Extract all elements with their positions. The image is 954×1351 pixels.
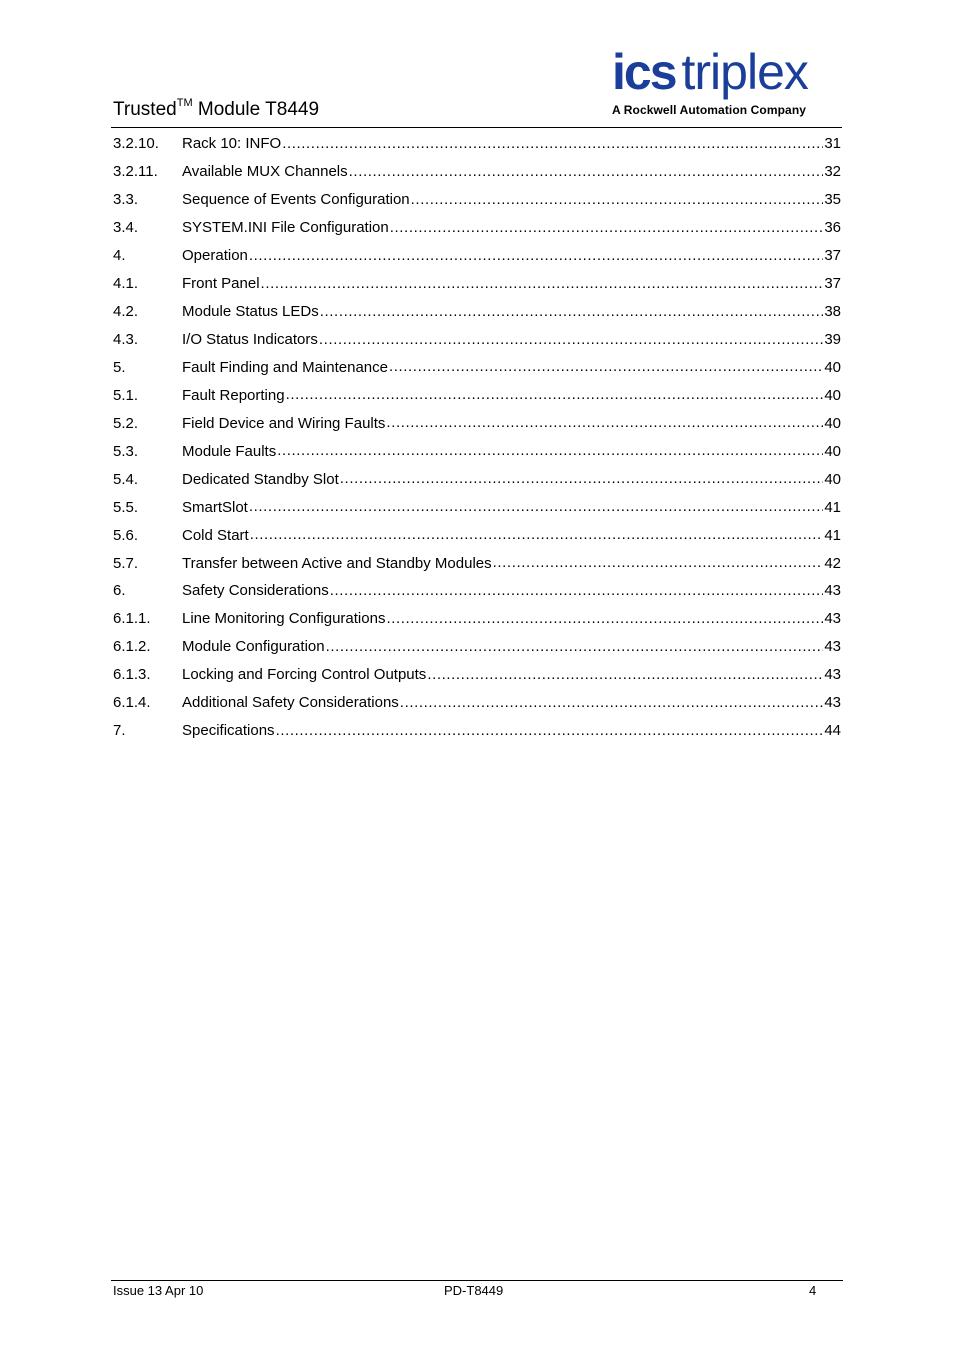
logo-wordmark <box>612 44 808 100</box>
footer-issue: Issue 13 Apr 10 <box>113 1283 204 1298</box>
company-logo <box>612 44 844 120</box>
toc-entry-number: 3.3. <box>113 191 139 209</box>
trademark-superscript: TM <box>176 97 193 109</box>
toc-entry-page: 39 <box>824 331 841 349</box>
header-module: Module T8449 <box>192 99 320 120</box>
toc-entry-page: 43 <box>824 582 841 600</box>
toc-entry-title: Fault Reporting <box>182 386 285 404</box>
toc-entry-number: 5.1. <box>113 386 139 404</box>
toc-entry-number: 6.1.4. <box>113 694 151 712</box>
toc-dot-leader <box>250 526 824 544</box>
toc-entry-page: 40 <box>824 414 841 432</box>
toc-dot-leader <box>326 638 824 656</box>
footer-doc-id: PD-T8449 <box>444 1283 504 1298</box>
header-rule <box>111 127 842 128</box>
toc-entry-page: 41 <box>824 526 841 544</box>
toc-dot-leader <box>277 442 823 460</box>
toc-entry-title: Rack 10: INFO <box>182 135 282 153</box>
toc-entry[interactable] <box>113 577 841 605</box>
toc-dot-leader <box>386 610 823 628</box>
toc-entry-number: 6.1.2. <box>113 638 151 656</box>
toc-entry[interactable] <box>113 130 841 158</box>
toc-entry[interactable] <box>113 270 841 298</box>
table-of-contents <box>113 130 841 745</box>
toc-entry-number: 4.3. <box>113 331 139 349</box>
toc-entry-number: 5.6. <box>113 526 139 544</box>
toc-entry-title: Module Status LEDs <box>182 303 319 321</box>
toc-dot-leader <box>319 331 823 349</box>
toc-entry[interactable] <box>113 661 841 689</box>
page-header-title <box>113 98 319 122</box>
toc-entry[interactable] <box>113 242 841 270</box>
toc-entry-title: I/O Status Indicators <box>182 331 318 349</box>
toc-entry[interactable] <box>113 465 841 493</box>
toc-entry-title: SYSTEM.INI File Configuration <box>182 219 389 237</box>
toc-dot-leader <box>411 191 824 209</box>
toc-entry-number: 3.2.10. <box>113 135 159 153</box>
toc-entry[interactable] <box>113 521 841 549</box>
toc-entry[interactable] <box>113 689 841 717</box>
toc-entry-title: Front Panel <box>182 275 260 293</box>
toc-dot-leader <box>282 135 823 153</box>
toc-entry-number: 7. <box>113 722 126 740</box>
toc-entry-page: 31 <box>824 135 841 153</box>
toc-entry[interactable] <box>113 437 841 465</box>
logo-ics: ics <box>612 44 676 100</box>
toc-entry[interactable] <box>113 214 841 242</box>
toc-entry[interactable] <box>113 158 841 186</box>
toc-dot-leader <box>390 219 824 237</box>
toc-entry-page: 40 <box>824 358 841 376</box>
toc-dot-leader <box>330 582 824 600</box>
toc-entry-title: Available MUX Channels <box>182 163 348 181</box>
toc-entry-title: Specifications <box>182 722 275 740</box>
toc-entry-number: 6.1.1. <box>113 610 151 628</box>
toc-entry-number: 5.5. <box>113 498 139 516</box>
toc-entry-page: 43 <box>824 638 841 656</box>
toc-entry-number: 6.1.3. <box>113 666 151 684</box>
toc-entry-number: 4.2. <box>113 303 139 321</box>
toc-entry[interactable] <box>113 186 841 214</box>
toc-dot-leader <box>276 722 824 740</box>
footer-page-number: 4 <box>809 1283 817 1298</box>
footer-rule <box>111 1280 843 1281</box>
toc-entry-page: 37 <box>824 275 841 293</box>
toc-entry[interactable] <box>113 633 841 661</box>
toc-entry-number: 5. <box>113 358 126 376</box>
toc-dot-leader <box>286 386 824 404</box>
toc-entry-title: Additional Safety Considerations <box>182 694 399 712</box>
toc-dot-leader <box>427 666 823 684</box>
toc-entry-page: 43 <box>824 694 841 712</box>
toc-entry-page: 43 <box>824 666 841 684</box>
toc-entry-title: Module Configuration <box>182 638 325 656</box>
toc-entry[interactable] <box>113 326 841 354</box>
toc-entry[interactable] <box>113 381 841 409</box>
toc-dot-leader <box>249 498 823 516</box>
toc-entry[interactable] <box>113 409 841 437</box>
toc-entry-page: 42 <box>824 554 841 572</box>
toc-entry-page: 40 <box>824 442 841 460</box>
toc-dot-leader <box>349 163 824 181</box>
toc-dot-leader <box>493 554 824 572</box>
toc-entry-title: Operation <box>182 247 248 265</box>
toc-entry[interactable] <box>113 354 841 382</box>
toc-entry-page: 35 <box>824 191 841 209</box>
toc-entry[interactable] <box>113 298 841 326</box>
toc-entry-page: 44 <box>824 722 841 740</box>
toc-dot-leader <box>249 247 823 265</box>
toc-dot-leader <box>261 275 824 293</box>
toc-entry-page: 36 <box>824 219 841 237</box>
toc-entry[interactable] <box>113 605 841 633</box>
logo-tagline: A Rockwell Automation Company <box>612 103 807 117</box>
toc-entry-title: Cold Start <box>182 526 249 544</box>
toc-dot-leader <box>389 358 823 376</box>
toc-entry-number: 5.7. <box>113 554 139 572</box>
toc-entry[interactable] <box>113 493 841 521</box>
toc-entry-title: Line Monitoring Configurations <box>182 610 386 628</box>
toc-dot-leader <box>386 414 823 432</box>
toc-entry-title: Sequence of Events Configuration <box>182 191 410 209</box>
toc-dot-leader <box>320 303 824 321</box>
logo-triplex: triplex <box>681 44 808 100</box>
toc-entry-number: 6. <box>113 582 126 600</box>
toc-entry-number: 4. <box>113 247 126 265</box>
toc-entry-page: 40 <box>824 386 841 404</box>
toc-entry-number: 5.4. <box>113 470 139 488</box>
toc-entry-title: Dedicated Standby Slot <box>182 470 339 488</box>
toc-entry-title: Locking and Forcing Control Outputs <box>182 666 427 684</box>
toc-entry-page: 38 <box>824 303 841 321</box>
toc-entry-number: 4.1. <box>113 275 139 293</box>
toc-entry-title: Module Faults <box>182 442 277 460</box>
toc-entry-number: 3.2.11. <box>113 163 158 181</box>
toc-entry-page: 41 <box>824 498 841 516</box>
toc-dot-leader <box>340 470 824 488</box>
toc-entry-title: Safety Considerations <box>182 582 329 600</box>
toc-entry-page: 40 <box>824 470 841 488</box>
toc-dot-leader <box>400 694 824 712</box>
toc-entry[interactable] <box>113 549 841 577</box>
toc-entry-title: SmartSlot <box>182 498 248 516</box>
toc-entry[interactable] <box>113 717 841 745</box>
toc-entry-title: Transfer between Active and Standby Modules <box>182 554 492 572</box>
toc-entry-number: 5.3. <box>113 442 139 460</box>
toc-entry-number: 5.2. <box>113 414 139 432</box>
toc-entry-page: 32 <box>824 163 841 181</box>
toc-entry-page: 37 <box>824 247 841 265</box>
toc-entry-number: 3.4. <box>113 219 139 237</box>
header-trusted: Trusted <box>113 99 177 120</box>
toc-entry-title: Fault Finding and Maintenance <box>182 358 388 376</box>
toc-entry-page: 43 <box>824 610 841 628</box>
toc-entry-title: Field Device and Wiring Faults <box>182 414 386 432</box>
